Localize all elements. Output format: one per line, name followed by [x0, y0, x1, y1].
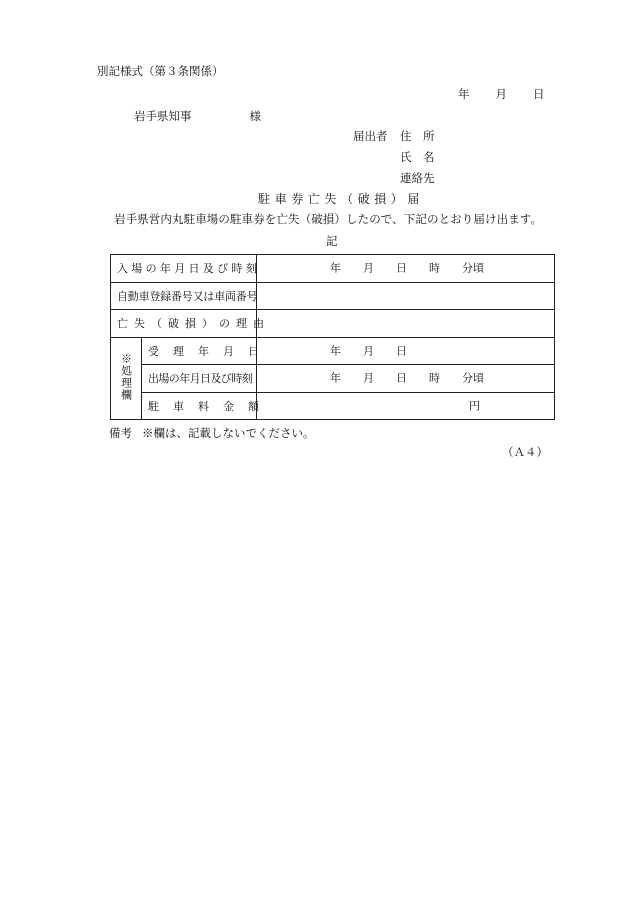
receipt-date-label: 受理年月日: [142, 337, 257, 365]
document-title: 駐車券亡失（破損）届: [258, 192, 425, 206]
remarks-text: ※欄は、記載しないでください。: [142, 426, 315, 440]
parking-fee-value: 円: [257, 392, 555, 420]
table-row: [111, 282, 555, 310]
date-year-label: 年: [458, 87, 470, 101]
applicant-address-row: [353, 131, 435, 143]
processing-column: [111, 337, 142, 420]
paper-size-note: （Ａ４）: [502, 445, 548, 459]
applicant-contact-row: [353, 173, 435, 185]
applicant-address-label: 住 所: [400, 129, 435, 143]
record-table: [110, 254, 555, 420]
form-label: 別記様式（第３条関係）: [97, 64, 224, 78]
loss-reason-label: 亡失（破損）の理由: [111, 310, 257, 338]
vehicle-number-label: 自動車登録番号又は車両番号: [111, 282, 257, 310]
remarks-line: [109, 428, 315, 440]
table-row: [111, 365, 555, 393]
addressee-name: 岩手県知事: [134, 109, 192, 123]
addressee-line: [134, 111, 261, 123]
date-line: [458, 89, 545, 101]
entry-datetime-value[interactable]: 年 月 日 時 分頃: [257, 255, 555, 283]
date-month-label: 月: [495, 87, 507, 101]
entry-datetime-label: 入場の年月日及び時刻: [111, 255, 257, 283]
table-row: [111, 392, 555, 420]
addressee-honorific: 様: [249, 109, 261, 123]
remarks-label: 備考: [109, 426, 132, 440]
table-row: [111, 337, 555, 365]
body-text: 岩手県営内丸駐車場の駐車券を亡失（破損）したので、下記のとおり届け出ます。: [114, 212, 543, 226]
table-row: [111, 255, 555, 283]
table-row: [111, 310, 555, 338]
receipt-date-value: 年 月 日: [257, 337, 555, 365]
exit-datetime-value: 年 月 日 時 分頃: [257, 365, 555, 393]
ki-heading: 記: [326, 234, 338, 248]
loss-reason-value[interactable]: [257, 310, 555, 338]
vehicle-number-value[interactable]: [257, 282, 555, 310]
processing-label: ※処理欄: [119, 352, 133, 401]
exit-datetime-label: 出場の年月日及び時刻: [142, 365, 257, 393]
applicant-name-row: [353, 152, 435, 164]
parking-fee-label: 駐車料金額: [142, 392, 257, 420]
date-day-label: 日: [533, 87, 545, 101]
applicant-label: 届出者: [353, 129, 388, 143]
applicant-name-label: 氏 名: [400, 150, 435, 164]
applicant-contact-label: 連絡先: [400, 171, 435, 185]
